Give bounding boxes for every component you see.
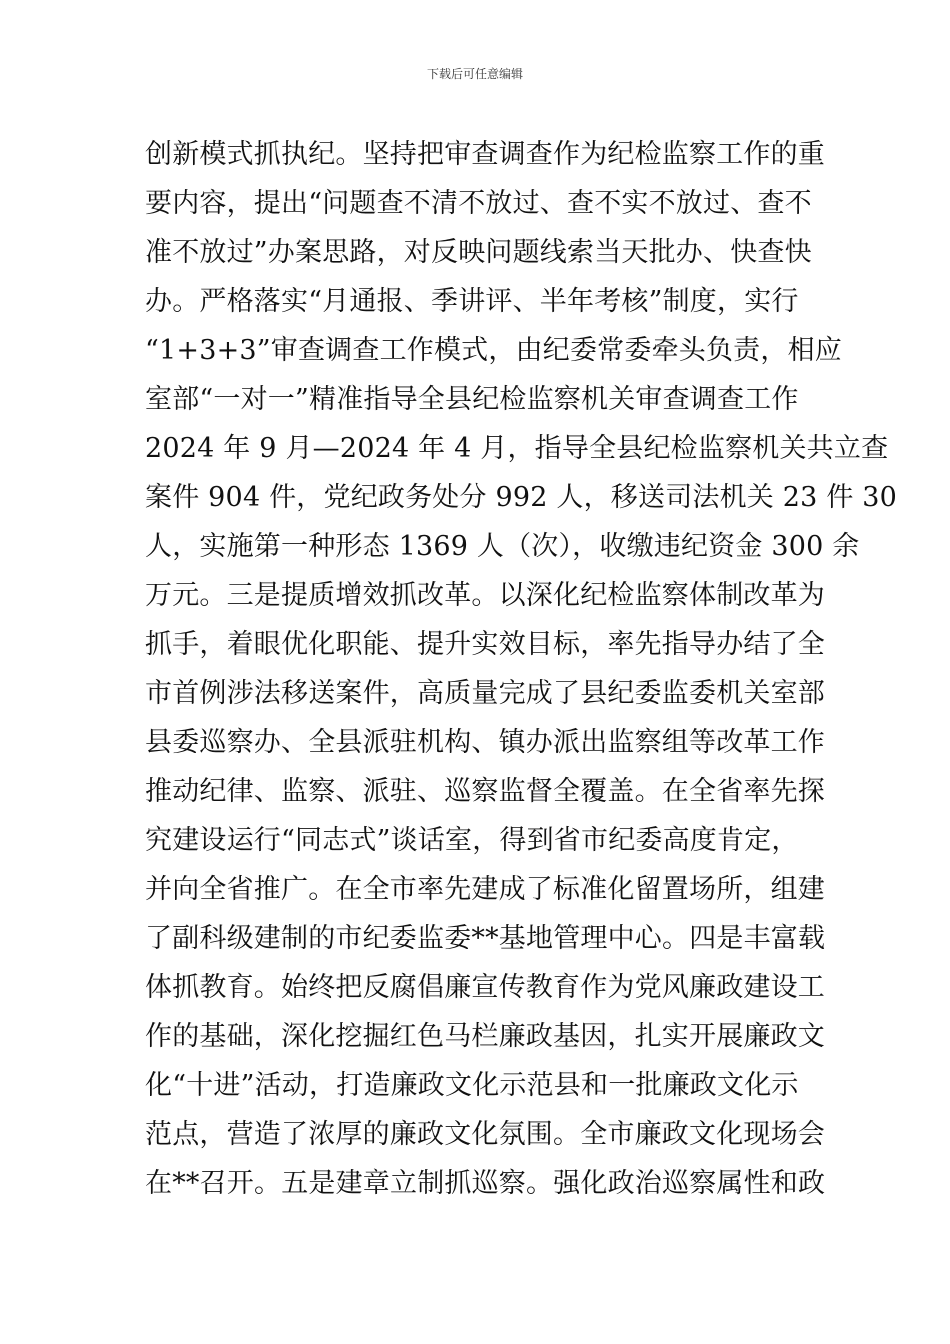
text-line: 体抓教育。始终把反腐倡廉宣传教育作为党风廉政建设工 xyxy=(145,972,825,1003)
page-header: 下载后可任意编辑 xyxy=(426,67,523,81)
document-body xyxy=(145,130,898,1208)
text-line: 创新模式抓执纪。坚持把审查调查作为纪检监察工作的重 xyxy=(145,139,825,170)
text-line: 要内容，提出“问题查不清不放过、查不实不放过、查不 xyxy=(145,188,812,219)
text-line: 究建设运行“同志式”谈话室，得到省市纪委高度肯定， xyxy=(145,825,799,856)
text-line: 推动纪律、监察、派驻、巡察监督全覆盖。在全省率先探 xyxy=(145,776,825,807)
text-line: 准不放过”办案思路，对反映问题线索当天批办、快查快 xyxy=(145,237,812,268)
text-line: 县委巡察办、全县派驻机构、镇办派出监察组等改革工作 xyxy=(145,727,825,758)
text-line: 了副科级建制的市纪委监委**基地管理中心。四是丰富载 xyxy=(145,923,826,954)
text-line: 办。严格落实“月通报、季讲评、半年考核”制度，实行 xyxy=(145,286,799,317)
text-line: 并向全省推广。在全市率先建成了标准化留置场所，组建 xyxy=(145,874,825,905)
text-line: 作的基础，深化挖掘红色马栏廉政基因，扎实开展廉政文 xyxy=(145,1021,825,1052)
text-line: 案件 904 件，党纪政务处分 992 人，移送司法机关 23 件 30 xyxy=(145,482,898,513)
text-line: 市首例涉法移送案件，高质量完成了县纪委监委机关室部 xyxy=(145,678,825,709)
text-line: 在**召开。五是建章立制抓巡察。强化政治巡察属性和政 xyxy=(145,1168,826,1199)
text-line: 化“十进”活动，打造廉政文化示范县和一批廉政文化示 xyxy=(145,1070,799,1101)
text-line: 2024 年 9 月—2024 年 4 月，指导全县纪检监察机关共立查 xyxy=(145,433,889,464)
text-line: 抓手，着眼优化职能、提升实效目标，率先指导办结了全 xyxy=(145,629,825,660)
text-line: “1+3+3”审查调查工作模式，由纪委常委牵头负责，相应 xyxy=(145,335,842,366)
text-line: 范点，营造了浓厚的廉政文化氛围。全市廉政文化现场会 xyxy=(145,1119,825,1150)
text-line: 人，实施第一种形态 1369 人（次），收缴违纪资金 300 余 xyxy=(145,531,860,562)
text-line: 万元。三是提质增效抓改革。以深化纪检监察体制改革为 xyxy=(145,580,825,611)
text-line: 室部“一对一”精准指导全县纪检监察机关审查调查工作 xyxy=(145,384,799,415)
